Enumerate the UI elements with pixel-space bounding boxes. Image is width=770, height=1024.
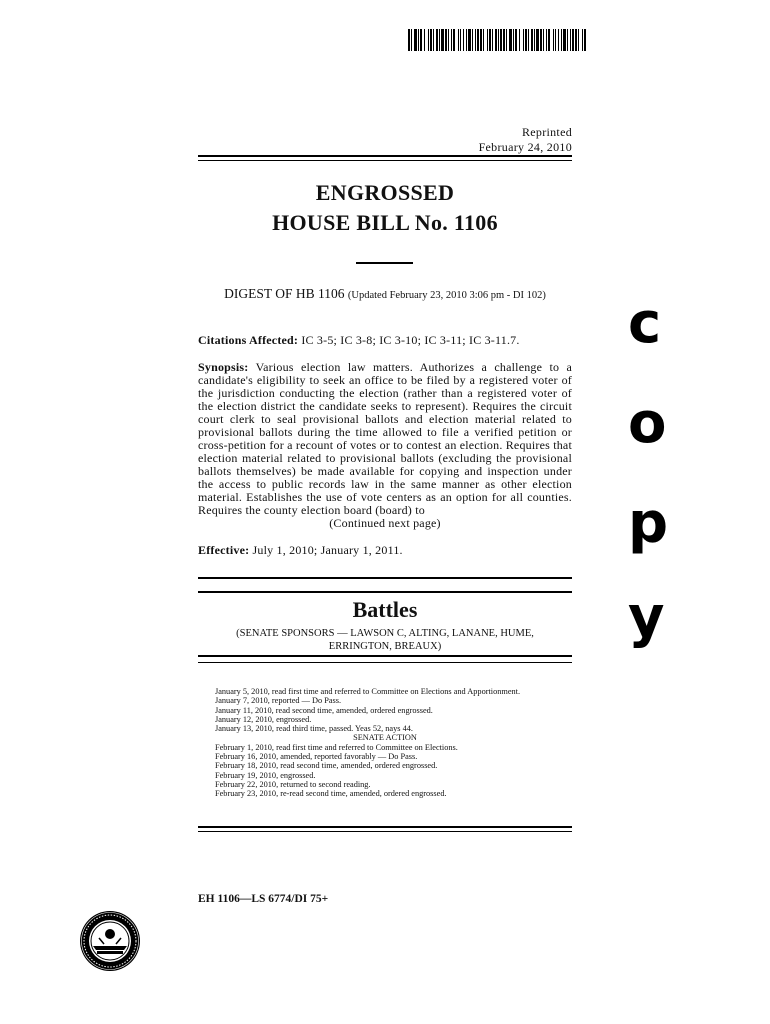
synopsis-label: Synopsis: [198,360,249,374]
legislative-history [198,687,572,799]
effective-text: July 1, 2010; January 1, 2011. [252,543,403,557]
reprinted-label: Reprinted [521,125,572,139]
house-action-item: January 13, 2010, read third time, passed. Yeas 52, nays 44. [215,724,413,734]
citations-text: IC 3-5; IC 3-8; IC 3-10; IC 3-11; IC 3-11.7. [301,333,520,347]
header-rule-thick [198,155,572,157]
copy-watermark-p: p [628,491,669,556]
synopsis [198,361,572,530]
title-line-1: ENGROSSED [315,180,455,205]
digest-updated: (Updated February 23, 2010 3:06 pm - DI 102) [347,290,546,301]
senate-action-item: February 19, 2010, engrossed. [215,770,316,780]
senate-action-item: February 18, 2010, read second time, amended, ordered engrossed. [215,761,438,771]
barcode-icon [408,29,588,51]
header-rule-thin [198,160,572,161]
house-action-item: January 5, 2010, read first time and referred to Committee on Elections and Apportionment. [215,687,521,696]
title-line-2: HOUSE BILL No. 1106 [272,210,498,235]
senate-action-item: February 22, 2010, returned to second reading. [215,779,371,789]
senate-action-item: February 1, 2010, read first time and referred to Committee on Elections. [215,742,458,752]
senate-action-heading: SENATE ACTION [353,733,417,743]
copy-watermark-c: c [628,291,662,356]
senate-action-item: February 16, 2010, amended, reported favorably — Do Pass. [215,752,418,762]
house-action-item: January 11, 2010, read second time, amended, ordered engrossed. [215,705,433,715]
state-seal-icon [79,910,141,972]
reprint-notice [479,125,572,155]
sponsor-rule-top-thick [198,577,572,579]
senate-action-item: February 23, 2010, re-read second time, amended, ordered engrossed. [215,789,447,799]
synopsis-continued: (Continued next page) [329,516,441,530]
bill-title [198,178,572,238]
senate-sponsors: (SENATE SPONSORS — LAWSON C, ALTING, LANANE, HUME, ERRINGTON, BREAUX) [236,628,534,652]
actions-rule-thick [198,826,572,828]
citations-affected [198,334,572,347]
actions-rule-thin [198,831,572,832]
sponsor-rule-top-thin [198,591,572,593]
house-action-item: January 7, 2010, reported — Do Pass. [215,696,342,706]
digest-main: DIGEST OF HB 1106 [224,286,345,301]
effective-label: Effective: [198,543,250,557]
bill-identifier: EH 1106—LS 6774/DI 75+ [198,893,329,905]
citations-label: Citations Affected: [198,333,299,347]
reprinted-date: February 24, 2010 [478,140,572,154]
effective-dates [198,544,572,557]
sponsor-rule-bottom-thin [198,662,572,663]
house-action-item: January 12, 2010, engrossed. [215,714,312,724]
copy-watermark-o: o [628,391,667,456]
digest-heading [198,286,572,302]
title-separator [356,262,413,264]
synopsis-text: Various election law matters. Authorizes a challenge to a candidate's eligibility to seek an office to be filed by a registered voter of the jurisdiction conducting the election (rather than a registered voter of the election district the candidate seeks to represent). Requires the circuit court clerk to seal provisional ballots and election material related to provisional ballots during the time allowed to file a verified petition or cross-petition for a recount of votes or to contest an election. Requires that election material related to provisional ballots (excluding the provisional ballots themselves) be made available for copying and inspection under the access to public records law in the same manner as other election material. Establishes the use of vote centers as an option for all counties. Requires the county election board (board) to [198,360,573,517]
house-sponsor: Battles [352,597,418,622]
sponsor-rule-bottom-thick [198,655,572,657]
copy-watermark-y: y [628,585,665,650]
